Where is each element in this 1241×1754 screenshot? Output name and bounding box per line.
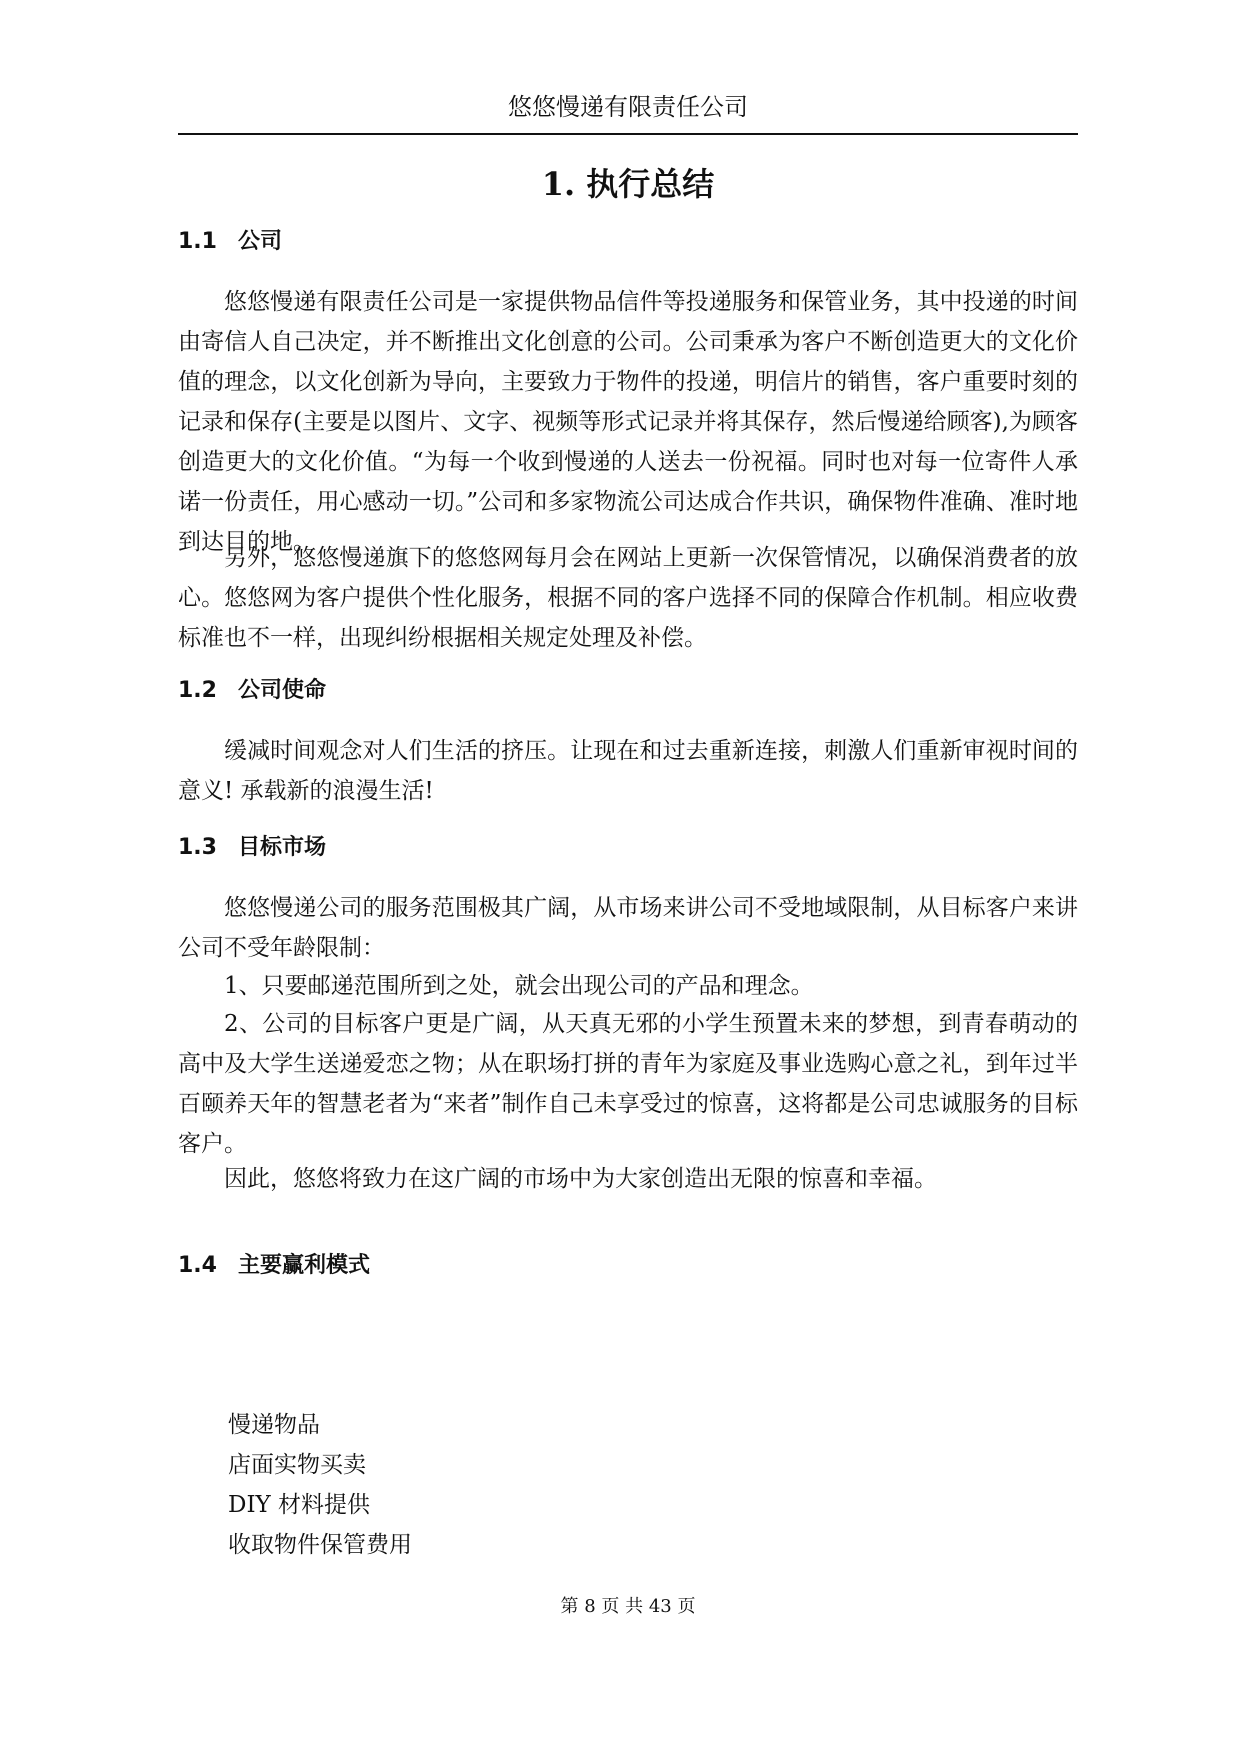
page-footer: 第 8 页 共 43 页 — [560, 1596, 696, 1617]
section-title: 目标市场 — [238, 835, 327, 860]
section-number: 1.1 — [178, 229, 217, 254]
section-heading-1-3 — [178, 831, 1078, 865]
page-header: 悠悠慢递有限责任公司 — [508, 93, 748, 121]
paragraph: 1、只要邮递范围所到之处，就会出现公司的产品和理念。 — [224, 973, 814, 999]
header-rule — [178, 133, 1078, 135]
section-heading-1-2 — [178, 674, 1078, 708]
paragraph: 另外，悠悠慢递旗下的悠悠网每月会在网站上更新一次保管情况，以确保消费者的放心。悠悠网为客户提供个性化服务，根据不同的客户选择不同的保障合作机制。相应收费标准也不一样，出现纠纷根据相关规定处理及补偿。 — [178, 545, 1078, 651]
section-number: 1.3 — [178, 835, 217, 860]
section-title: 公司 — [238, 229, 283, 254]
section-heading-1-4 — [178, 1249, 1078, 1283]
paragraph: 缓减时间观念对人们生活的挤压。让现在和过去重新连接，刺激人们重新审视时间的意义! 承载新的浪漫生活! — [178, 738, 1078, 804]
section-title: 主要赢利模式 — [238, 1253, 371, 1278]
paragraph: 悠悠慢递公司的服务范围极其广阔，从市场来讲公司不受地域限制，从目标客户来讲公司不受年龄限制： — [178, 895, 1078, 961]
chapter-title: 1. 执行总结 — [541, 165, 715, 203]
paragraph: 因此，悠悠将致力在这广阔的市场中为大家创造出无限的惊喜和幸福。 — [224, 1166, 937, 1192]
list-item: 店面实物买卖 — [228, 1452, 366, 1478]
paragraph: 悠悠慢递有限责任公司是一家提供物品信件等投递服务和保管业务，其中投递的时间由寄信人自己决定，并不断推出文化创意的公司。公司秉承为客户不断创造更大的文化价值的理念，以文化创新为导向，主要致力于物件的投递，明信片的销售，客户重要时刻的记录和保存(主要是以图片、文字、视频等形式记录并将其保存，然后慢递给顾客),为顾客创造更大的文化价值。“为每一个收到慢递的人送去一份祝福。同时也对每一位寄件人承诺一份责任，用心感动一切。”公司和多家物流公司达成合作共识，确保物件准确、准时地到达目的地。 — [178, 289, 1078, 555]
revenue-model-list — [228, 1405, 928, 1565]
paragraph: 2、公司的目标客户更是广阔，从天真无邪的小学生预置未来的梦想，到青春萌动的高中及大学生送递爱恋之物；从在职场打拼的青年为家庭及事业选购心意之礼，到年过半百颐养天年的智慧老者为“来者”制作自己未享受过的惊喜，这将都是公司忠诚服务的目标客户。 — [178, 1011, 1078, 1157]
list-item: 收取物件保管费用 — [228, 1532, 412, 1558]
section-number: 1.4 — [178, 1253, 217, 1278]
list-item: DIY 材料提供 — [228, 1492, 371, 1518]
section-number: 1.2 — [178, 678, 217, 703]
section-title: 公司使命 — [238, 678, 327, 703]
section-heading-1-1 — [178, 225, 1078, 259]
list-item: 慢递物品 — [228, 1412, 320, 1438]
